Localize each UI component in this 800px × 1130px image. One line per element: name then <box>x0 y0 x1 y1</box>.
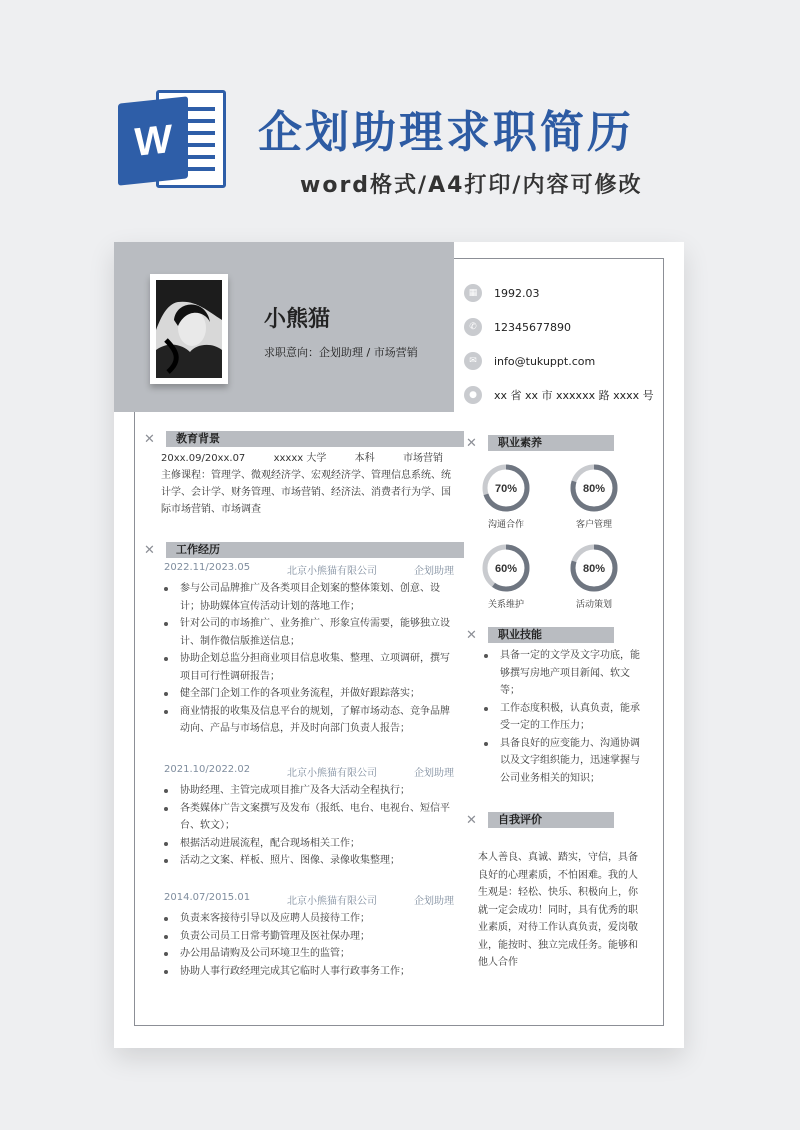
quality-label: 关系维护 <box>487 600 524 610</box>
job-intention: 求职意向：企划助理 / 市场营销 <box>264 346 418 359</box>
contact-list <box>464 276 664 412</box>
section-evaluation <box>466 812 614 828</box>
close-icon: ✕ <box>466 627 477 643</box>
education-row: 20xx.09/20xx.07 xxxxx 大学 本科 市场营销 <box>161 453 443 464</box>
list-item: 负责公司员工日常考勤管理及医社保办理； <box>160 928 452 946</box>
portrait-image <box>156 280 222 378</box>
self-evaluation-text: 本人善良、真诚、踏实，守信，具备良好的心理素质，不怕困难。我的人生观是：轻松、快乐、积极向上，你就一定会成功！同时，具有优秀的职业素质，对待工作认真负责，爱岗敬业，能按时、独立完成任务。能够和他人合作 <box>478 852 638 968</box>
job-duties <box>160 910 452 980</box>
section-title: 工作经历 <box>166 542 464 558</box>
education-courses: 主修课程：管理学、微观经济学、宏观经济学、管理信息系统、统计学、会计学、财务管理、市场营销、经济法、消费者行为学、国际市场营销、市场调查 <box>161 470 451 515</box>
list-item: 各类媒体广告文案撰写及发布（报纸、电台、电视台、短信平台、软文）； <box>160 800 452 835</box>
close-icon: ✕ <box>466 812 477 828</box>
word-letter-badge: W <box>118 96 188 185</box>
list-item: 商业情报的收集及信息平台的规划，了解市场动态、竞争品牌动向、产品与市场信息，并及时向部门负责人报告； <box>160 703 452 738</box>
job-header: 2022.11/2023.05 北京小熊猫有限公司 企划助理 <box>164 562 454 577</box>
word-icon <box>118 88 226 192</box>
section-title: 教育背景 <box>166 431 464 447</box>
skills-list <box>480 647 640 787</box>
job-header: 2021.10/2022.02 北京小熊猫有限公司 企划助理 <box>164 764 454 779</box>
ring-percent-label: 70% <box>494 483 518 495</box>
ring-percent-label: 80% <box>582 563 606 575</box>
education-detail <box>161 450 457 518</box>
list-item: 协助经理、主管完成项目推广及各大活动全程执行； <box>160 782 452 800</box>
banner-subtitle: word格式/A4打印/内容可修改 <box>300 173 643 198</box>
section-title: 职业素养 <box>488 435 614 451</box>
list-item: 活动之文案、样板、照片、图像、录像收集整理； <box>160 852 452 870</box>
banner-title: 企划助理求职简历 <box>258 107 634 158</box>
section-title: 职业技能 <box>488 627 614 643</box>
contact-birth: ▦ 1992.03 <box>464 276 664 310</box>
close-icon: ✕ <box>144 431 155 447</box>
ring-percent-label: 80% <box>582 483 606 495</box>
section-work <box>144 542 464 558</box>
profile-photo <box>150 274 228 384</box>
list-item: 针对公司的市场推广、业务推广、形象宣传需要，能够独立设计、制作微信版推送信息； <box>160 615 452 650</box>
ring-percent-label: 60% <box>494 563 518 575</box>
contact-email: ✉ info@tukuppt.com <box>464 344 664 378</box>
job-duties <box>160 782 452 870</box>
quality-label: 活动策划 <box>575 600 612 610</box>
list-item: 办公用品请购及公司环境卫生的监管； <box>160 945 452 963</box>
calendar-icon: ▦ <box>464 284 482 302</box>
list-item: 健全部门企划工作的各项业务流程，并做好跟踪落实； <box>160 685 452 703</box>
resume-page <box>114 242 684 1048</box>
header-band <box>114 242 454 412</box>
location-icon: ● <box>464 386 482 404</box>
list-item: 协助人事行政经理完成其它临时人事行政事务工作； <box>160 963 452 981</box>
list-item: 参与公司品牌推广及各类项目企划案的整体策划、创意、设计；协助媒体宣传活动计划的落地工作； <box>160 580 452 615</box>
candidate-name: 小熊猫 <box>264 307 331 332</box>
job-header: 2014.07/2015.01 北京小熊猫有限公司 企划助理 <box>164 892 454 907</box>
section-education <box>144 431 464 447</box>
section-skills <box>466 627 614 643</box>
phone-icon: ✆ <box>464 318 482 336</box>
section-qualities <box>466 435 614 451</box>
quality-label: 沟通合作 <box>487 520 524 530</box>
list-item: 根据活动进展流程，配合现场相关工作； <box>160 835 452 853</box>
section-title: 自我评价 <box>488 812 614 828</box>
list-item: 协助企划总监分担商业项目信息收集、整理、立项调研，撰写项目可行性调研报告； <box>160 650 452 685</box>
contact-address: ● xx 省 xx 市 xxxxxx 路 xxxx 号 <box>464 378 664 412</box>
list-item: 负责来客接待引导以及应聘人员接待工作； <box>160 910 452 928</box>
list-item: 工作态度积极，认真负责，能承受一定的工作压力； <box>480 700 640 735</box>
list-item: 具备一定的文学及文字功底，能够撰写房地产项目新闻、软文等； <box>480 647 640 700</box>
mail-icon: ✉ <box>464 352 482 370</box>
list-item: 具备良好的应变能力、沟通协调以及文字组织能力，迅速掌握与公司业务相关的知识； <box>480 735 640 788</box>
job-duties <box>160 580 452 738</box>
contact-phone: ✆ 12345677890 <box>464 310 664 344</box>
quality-label: 客户管理 <box>575 520 612 530</box>
close-icon: ✕ <box>144 542 155 558</box>
close-icon: ✕ <box>466 435 477 451</box>
